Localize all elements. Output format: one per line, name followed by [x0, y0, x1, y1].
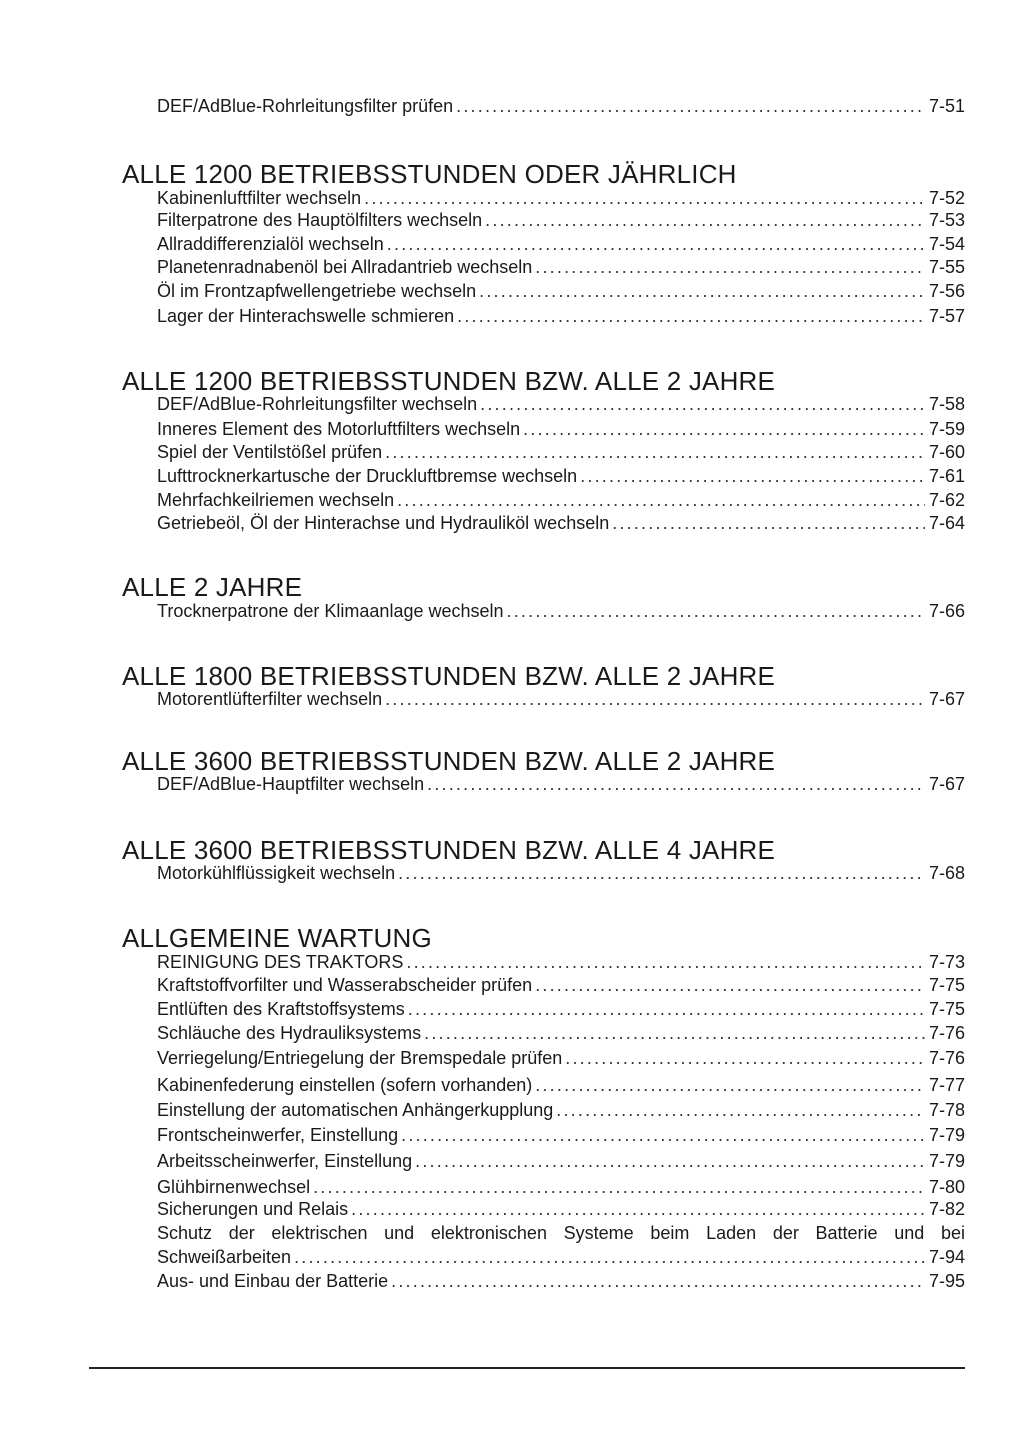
toc-page-number: 7-60 — [928, 442, 965, 462]
toc-page-number: 7-52 — [928, 188, 965, 208]
dot-leader — [385, 441, 925, 463]
toc-entry-title: Schläuche des Hydrauliksystems — [157, 1023, 422, 1043]
toc-entry[interactable] — [157, 1246, 965, 1268]
toc-page-number: 7-79 — [928, 1151, 965, 1171]
toc-entry-title: Trocknerpatrone der Klimaanlage wechseln — [157, 601, 504, 621]
section-heading: ALLE 1200 BETRIEBSSTUNDEN BZW. ALLE 2 JAHRE — [122, 366, 776, 396]
dot-leader — [480, 393, 925, 415]
dot-leader — [406, 951, 925, 973]
toc-entry[interactable] — [157, 1176, 965, 1198]
toc-entry-title: DEF/AdBlue-Rohrleitungsfilter wechseln — [157, 394, 478, 414]
toc-page-number: 7-59 — [928, 419, 965, 439]
toc-entry-title: Planetenradnabenöl bei Allradantrieb wechseln — [157, 257, 533, 277]
footer-rule — [89, 1367, 965, 1369]
dot-leader — [401, 1124, 925, 1146]
dot-leader — [385, 688, 925, 710]
toc-entry-title: Mehrfachkeilriemen wechseln — [157, 490, 395, 510]
toc-entry[interactable] — [157, 862, 965, 884]
dot-leader — [485, 209, 925, 231]
dot-leader — [535, 974, 925, 996]
toc-page-number: 7-64 — [928, 513, 965, 533]
toc-page-number: 7-55 — [928, 257, 965, 277]
toc-entry-title: Arbeitsscheinwerfer, Einstellung — [157, 1151, 413, 1171]
section-heading: ALLE 2 JAHRE — [122, 572, 303, 602]
section-heading: ALLE 1800 BETRIEBSSTUNDEN BZW. ALLE 2 JAHRE — [122, 661, 776, 691]
dot-leader — [535, 256, 925, 278]
toc-entry-title: Motorentlüfterfilter wechseln — [157, 689, 383, 709]
dot-leader — [415, 1150, 925, 1172]
toc-page-number: 7-67 — [928, 774, 965, 794]
toc-entry[interactable] — [157, 233, 965, 255]
toc-entry[interactable] — [157, 187, 965, 209]
toc-entry[interactable] — [157, 951, 965, 973]
toc-page-number: 7-54 — [928, 234, 965, 254]
toc-entry-title: Filterpatrone des Hauptölfilters wechseln — [157, 210, 483, 230]
toc-entry-title: Getriebeöl, Öl der Hinterachse und Hydrauliköl wechseln — [157, 513, 610, 533]
dot-leader — [427, 773, 925, 795]
toc-page-number: 7-76 — [928, 1023, 965, 1043]
toc-page-number: 7-94 — [928, 1247, 965, 1267]
toc-entry[interactable] — [157, 600, 965, 622]
toc-page-number: 7-68 — [928, 863, 965, 883]
toc-page-number: 7-57 — [928, 306, 965, 326]
toc-entry[interactable] — [157, 418, 965, 440]
toc-page-number: 7-67 — [928, 689, 965, 709]
toc-entry-title: Lager der Hinterachswelle schmieren — [157, 306, 455, 326]
toc-entry[interactable] — [157, 1099, 965, 1121]
toc-entry[interactable] — [157, 974, 965, 996]
toc-entry[interactable] — [157, 441, 965, 463]
dot-leader — [424, 1022, 925, 1044]
toc-entry-continuation: Schweißarbeiten — [157, 1247, 292, 1267]
section-heading: ALLE 1200 BETRIEBSSTUNDEN ODER JÄHRLICH — [122, 159, 737, 189]
toc-entry-title: Öl im Frontzapfwellengetriebe wechseln — [157, 281, 477, 301]
toc-entry[interactable] — [157, 280, 965, 302]
toc-entry[interactable] — [157, 998, 965, 1020]
toc-page-number: 7-58 — [928, 394, 965, 414]
dot-leader — [535, 1074, 925, 1096]
dot-leader — [294, 1246, 925, 1268]
toc-entry-title: Kabinenfederung einstellen (sofern vorhanden) — [157, 1075, 533, 1095]
toc-entry-title: Lufttrocknerkartusche der Druckluftbremse wechseln — [157, 466, 578, 486]
toc-entry[interactable] — [157, 1150, 965, 1172]
toc-entry-title: Allraddifferenzialöl wechseln — [157, 234, 384, 254]
toc-page-number: 7-61 — [928, 466, 965, 486]
toc-page-number: 7-76 — [928, 1048, 965, 1068]
toc-page-number: 7-66 — [928, 601, 965, 621]
toc-page-number: 7-78 — [928, 1100, 965, 1120]
section-heading: ALLE 3600 BETRIEBSSTUNDEN BZW. ALLE 4 JAHRE — [122, 835, 776, 865]
toc-entry[interactable] — [157, 1198, 965, 1220]
toc-entry-title: Verriegelung/Entriegelung der Bremspedale prüfen — [157, 1048, 563, 1068]
dot-leader — [565, 1047, 925, 1069]
toc-entry[interactable] — [157, 1270, 965, 1292]
toc-entry-title: REINIGUNG DES TRAKTORS — [157, 952, 404, 972]
toc-entry-title: Spiel der Ventilstößel prüfen — [157, 442, 383, 462]
toc-entry[interactable] — [157, 305, 965, 327]
toc-entry[interactable] — [157, 1047, 965, 1069]
dot-leader — [580, 465, 925, 487]
dot-leader — [507, 600, 925, 622]
toc-entry[interactable] — [157, 512, 965, 534]
dot-leader — [398, 862, 925, 884]
toc-entry-title[interactable]: Schutz der elektrischen und elektronischen Systeme beim Laden der Batterie und bei — [157, 1223, 965, 1243]
toc-page-number: 7-56 — [928, 281, 965, 301]
toc-entry[interactable] — [157, 1074, 965, 1096]
toc-entry[interactable] — [157, 209, 965, 231]
toc-entry-title: Frontscheinwerfer, Einstellung — [157, 1125, 399, 1145]
toc-entry[interactable] — [157, 393, 965, 415]
toc-entry-title: DEF/AdBlue-Rohrleitungsfilter prüfen — [157, 96, 454, 116]
toc-page-number: 7-79 — [928, 1125, 965, 1145]
dot-leader — [523, 418, 925, 440]
toc-page-number: 7-51 — [928, 96, 965, 116]
section-heading: ALLE 3600 BETRIEBSSTUNDEN BZW. ALLE 2 JAHRE — [122, 746, 776, 776]
dot-leader — [364, 187, 925, 209]
toc-entry-title: Kraftstoffvorfilter und Wasserabscheider prüfen — [157, 975, 533, 995]
toc-page-number: 7-53 — [928, 210, 965, 230]
toc-entry[interactable] — [157, 95, 965, 117]
toc-page-number: 7-80 — [928, 1177, 965, 1197]
dot-leader — [391, 1270, 925, 1292]
toc-entry-title: Sicherungen und Relais — [157, 1199, 349, 1219]
toc-entry[interactable] — [157, 773, 965, 795]
dot-leader — [397, 489, 925, 511]
toc-entry-title: Motorkühlflüssigkeit wechseln — [157, 863, 396, 883]
toc-page-number: 7-77 — [928, 1075, 965, 1095]
section-heading: ALLGEMEINE WARTUNG — [122, 923, 432, 953]
toc-page-number: 7-75 — [928, 999, 965, 1019]
dot-leader — [408, 998, 925, 1020]
dot-leader — [456, 95, 925, 117]
dot-leader — [457, 305, 925, 327]
toc-entry-title: Entlüften des Kraftstoffsystems — [157, 999, 405, 1019]
toc-entry[interactable] — [157, 489, 965, 511]
toc-page-number: 7-73 — [928, 952, 965, 972]
dot-leader — [351, 1198, 925, 1220]
dot-leader — [313, 1176, 925, 1198]
toc-entry-title: Aus- und Einbau der Batterie — [157, 1271, 389, 1291]
toc-entry[interactable] — [157, 256, 965, 278]
toc-entry[interactable] — [157, 1124, 965, 1146]
toc-page-number: 7-62 — [928, 490, 965, 510]
toc-page-number: 7-75 — [928, 975, 965, 995]
toc-entry-title: Einstellung der automatischen Anhängerkupplung — [157, 1100, 554, 1120]
dot-leader — [387, 233, 925, 255]
toc-entry[interactable] — [157, 688, 965, 710]
toc-page-number: 7-82 — [928, 1199, 965, 1219]
dot-leader — [612, 512, 925, 534]
toc-entry-title: Kabinenluftfilter wechseln — [157, 188, 362, 208]
toc-entry[interactable] — [157, 1022, 965, 1044]
toc-page-number: 7-95 — [928, 1271, 965, 1291]
dot-leader — [479, 280, 925, 302]
toc-entry-title: DEF/AdBlue-Hauptfilter wechseln — [157, 774, 425, 794]
toc-entry-title: Glühbirnenwechsel — [157, 1177, 311, 1197]
toc-entry-title: Inneres Element des Motorluftfilters wechseln — [157, 419, 521, 439]
toc-entry[interactable] — [157, 465, 965, 487]
dot-leader — [556, 1099, 925, 1121]
